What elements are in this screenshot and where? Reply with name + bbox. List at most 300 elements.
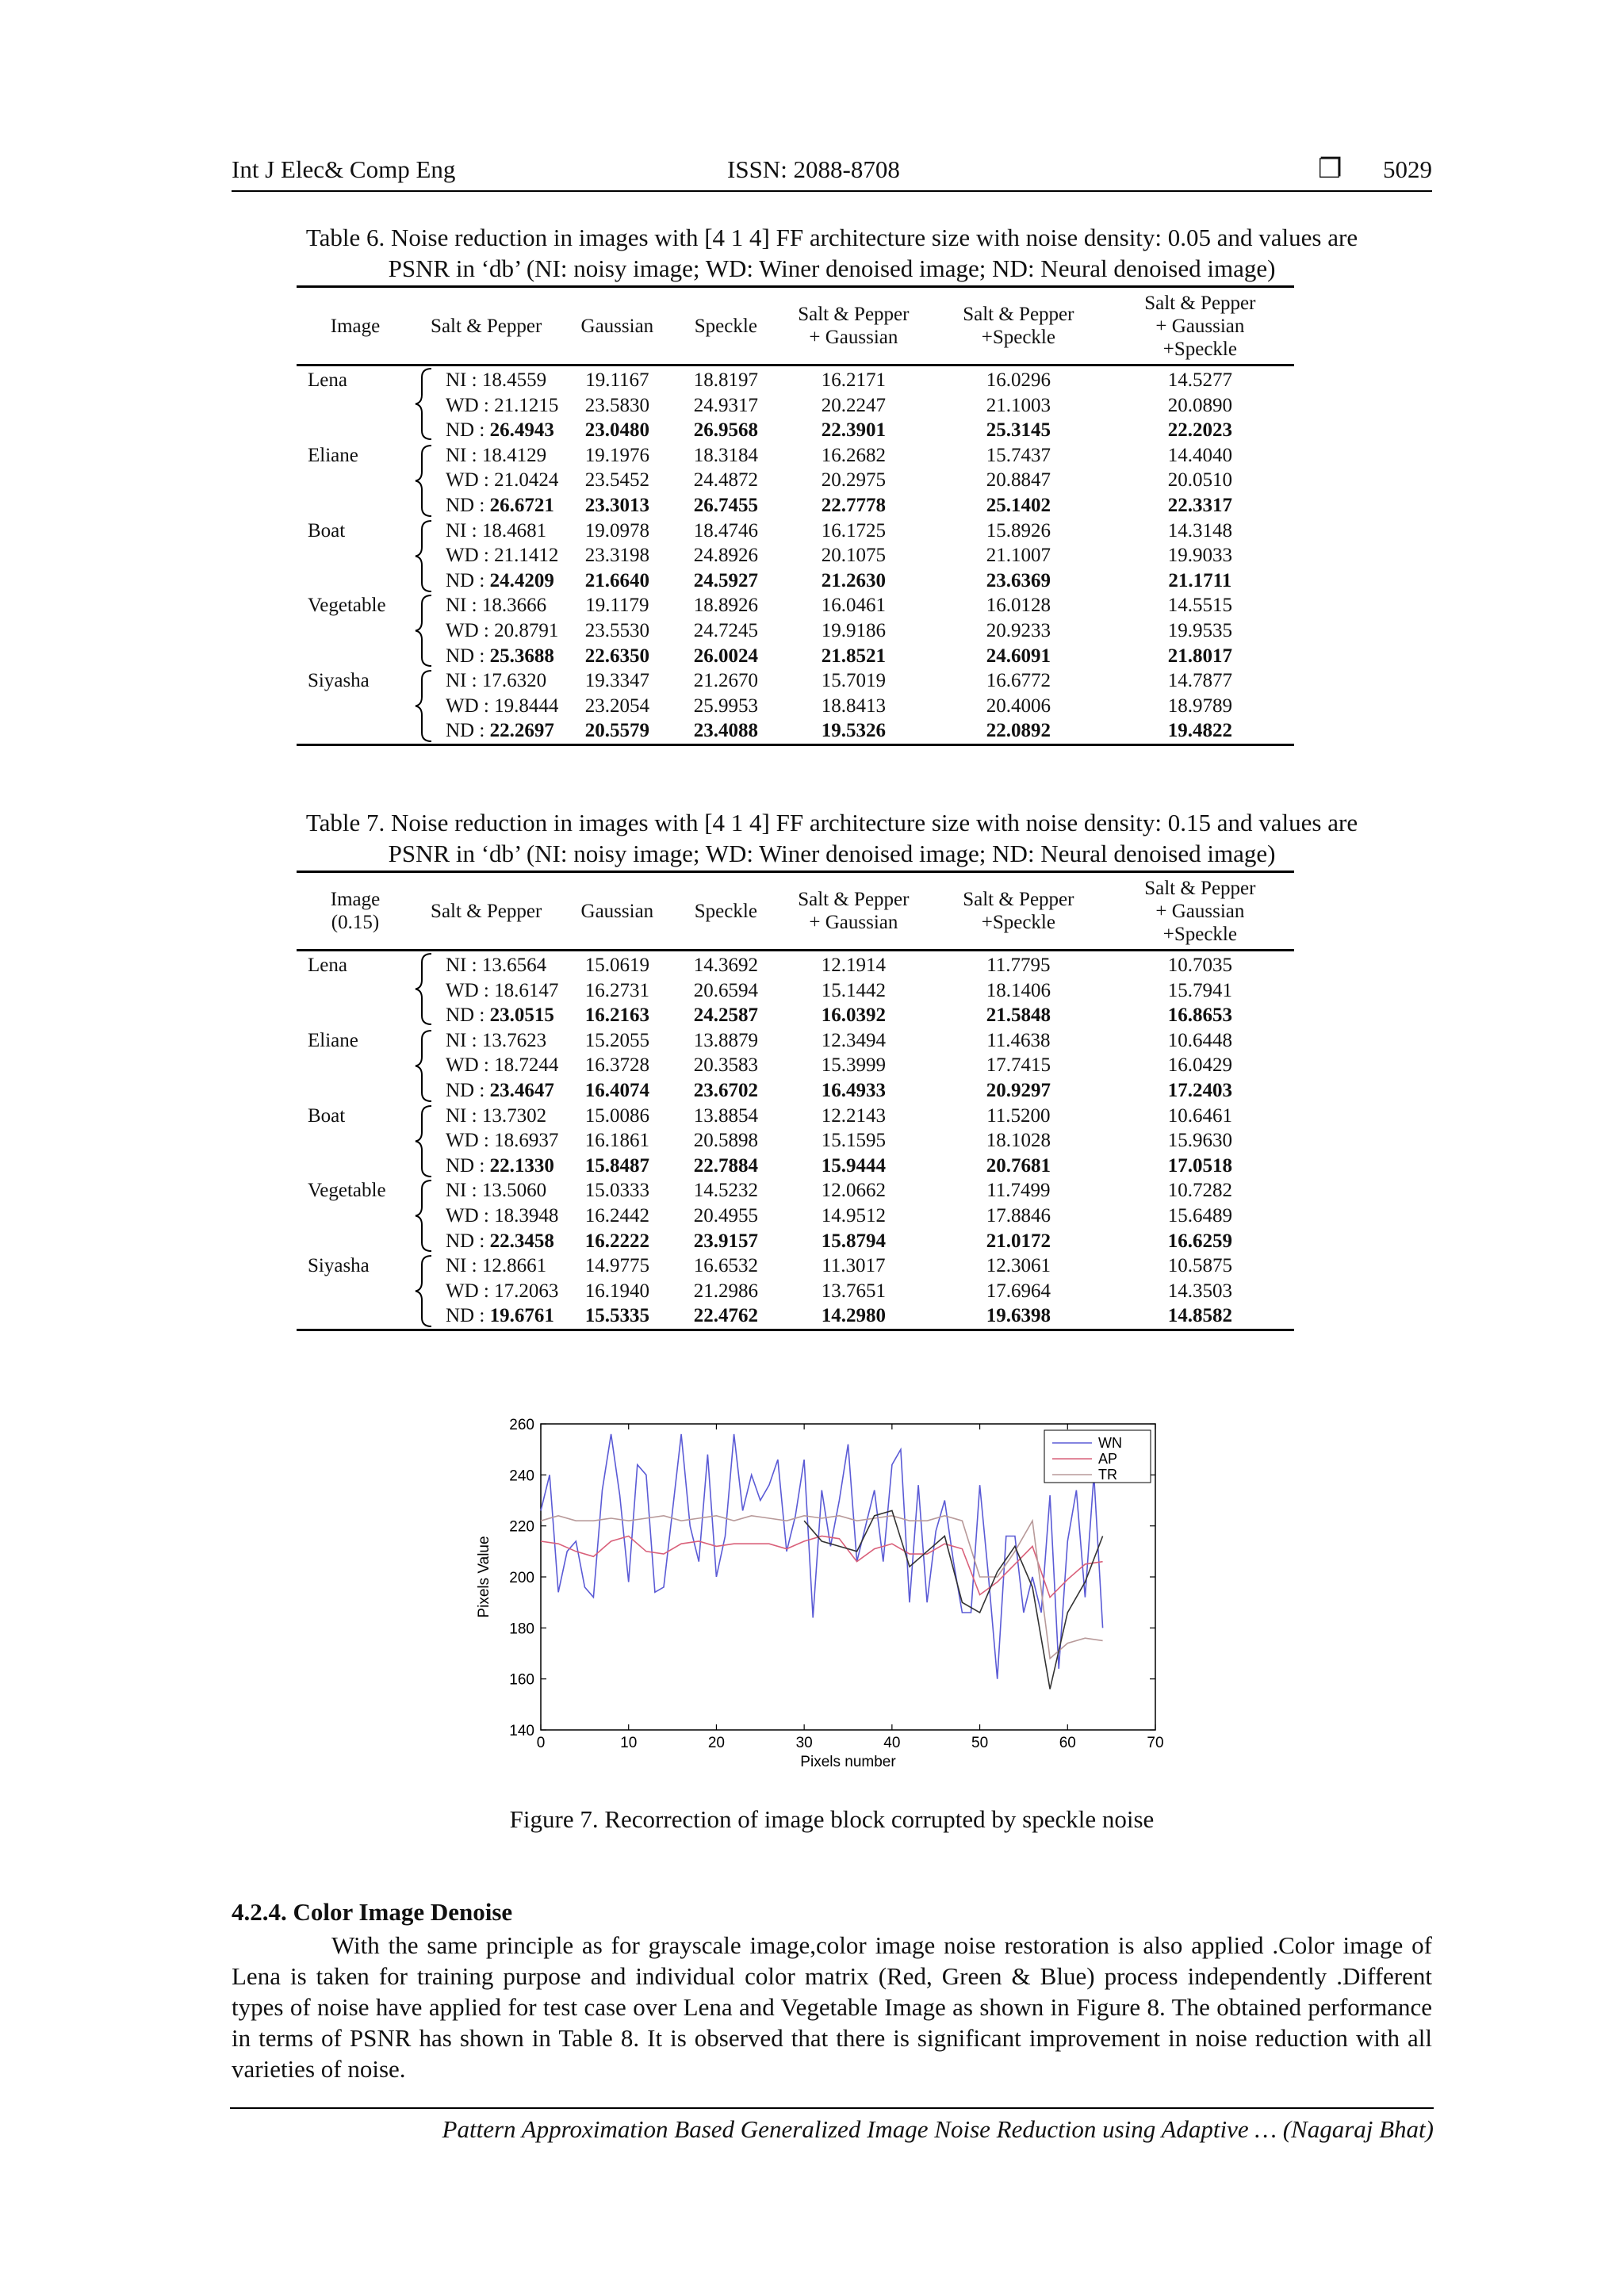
cell-value: 14.9512 <box>821 1204 886 1226</box>
row-label: WD : <box>446 545 489 567</box>
cell-value: 16.3728 <box>584 1054 649 1077</box>
page-box-icon: ❐ <box>1318 155 1342 184</box>
cell-value: 20.5579 <box>584 720 649 742</box>
cell-value: 19.9033 <box>1167 545 1232 567</box>
table-row <box>297 1104 1294 1129</box>
col-sp-gaussian: Salt & Pepper + Gaussian <box>798 889 910 933</box>
cell-value: 26.9568 <box>693 419 758 442</box>
cell-value: 16.6259 <box>1167 1230 1232 1252</box>
table-row <box>297 1154 1294 1179</box>
cell-value: 22.7884 <box>693 1154 758 1177</box>
cell-value: 20.9233 <box>986 619 1051 641</box>
cell-value: 20.4955 <box>693 1204 758 1226</box>
salt-pepper-cell <box>414 668 558 694</box>
col-image: Image (0.15) <box>330 889 381 933</box>
cell-value: 20.8791 <box>494 619 559 641</box>
cell-value: 14.7877 <box>1167 670 1232 692</box>
cell-value: 19.9535 <box>1167 619 1232 641</box>
salt-pepper-cell <box>414 1154 558 1179</box>
cell-value: 12.3494 <box>821 1029 886 1051</box>
image-name: Lena <box>308 369 347 391</box>
cell-value: 24.6091 <box>986 645 1051 667</box>
cell-value: 24.4872 <box>693 469 758 492</box>
salt-pepper-cell <box>414 393 558 419</box>
row-label: ND : <box>446 645 485 667</box>
col-speckle: Speckle <box>694 315 757 337</box>
table6-grid <box>297 285 1294 746</box>
cell-value: 20.3583 <box>693 1054 758 1077</box>
figure7-chart <box>460 1403 1174 1776</box>
col-sp-speckle: Salt & Pepper +Speckle <box>963 304 1074 348</box>
cell-value: 10.5875 <box>1167 1255 1232 1277</box>
col-sp-gaussian-speckle: Salt & Pepper + Gaussian +Speckle <box>1144 877 1256 945</box>
cell-value: 20.0890 <box>1167 394 1232 416</box>
cell-value: 21.6640 <box>584 569 649 591</box>
salt-pepper-cell <box>414 519 558 544</box>
table-row <box>297 365 1294 393</box>
cell-value: 15.9630 <box>1167 1130 1232 1152</box>
cell-value: 18.8413 <box>821 695 886 717</box>
table-row <box>297 1253 1294 1279</box>
table-row <box>297 644 1294 669</box>
table-row <box>297 593 1294 618</box>
cell-value: 15.7437 <box>986 444 1051 466</box>
cell-value: 18.6147 <box>494 979 559 1001</box>
cell-value: 22.0892 <box>986 720 1051 742</box>
cell-value: 13.7623 <box>481 1029 547 1051</box>
row-label: NI : <box>446 519 477 541</box>
cell-value: 25.9953 <box>693 695 758 717</box>
salt-pepper-cell <box>414 1203 558 1229</box>
cell-value: 14.4040 <box>1167 444 1232 466</box>
table-row <box>297 1303 1294 1330</box>
x-tick-label: 60 <box>1059 1735 1076 1751</box>
cell-value: 10.7282 <box>1167 1180 1232 1202</box>
cell-value: 16.4074 <box>584 1079 649 1101</box>
col-gaussian: Gaussian <box>580 900 654 922</box>
cell-value: 21.8017 <box>1167 645 1232 667</box>
cell-value: 15.3999 <box>821 1054 886 1077</box>
cell-value: 20.4006 <box>986 695 1051 717</box>
cell-value: 14.5515 <box>1167 595 1232 617</box>
cell-value: 11.7795 <box>986 955 1051 976</box>
cell-value: 23.4647 <box>489 1079 554 1101</box>
cell-value: 15.9444 <box>821 1154 886 1177</box>
cell-value: 18.3666 <box>481 595 547 617</box>
cell-value: 21.8521 <box>821 645 886 667</box>
legend-label: TR <box>1098 1467 1117 1483</box>
x-tick-label: 0 <box>536 1735 546 1751</box>
cell-value: 18.4681 <box>481 519 547 541</box>
cell-value: 15.1595 <box>821 1130 886 1152</box>
row-label: NI : <box>446 369 477 391</box>
cell-value: 15.8794 <box>821 1230 886 1252</box>
row-label: NI : <box>446 1029 477 1051</box>
table-row <box>297 1028 1294 1054</box>
cell-value: 16.0392 <box>821 1004 886 1027</box>
col-sp-speckle: Salt & Pepper +Speckle <box>963 889 1074 933</box>
cell-value: 19.4822 <box>1167 720 1232 742</box>
table7-caption: Table 7. Noise reduction in images with [4 1 4] FF architecture size with noise density: 0.15 and values are PSNR in ‘db’ (NI: noisy image; WD: Winer denoised image; ND: Neural denoised image) <box>305 809 1358 867</box>
cell-value: 25.3145 <box>986 419 1051 442</box>
cell-value: 12.3061 <box>986 1255 1051 1277</box>
col-salt-pepper: Salt & Pepper <box>431 315 542 337</box>
cell-value: 20.5898 <box>693 1130 758 1152</box>
salt-pepper-cell <box>414 418 558 443</box>
salt-pepper-cell <box>414 568 558 594</box>
y-tick-label: 240 <box>509 1468 534 1485</box>
cell-value: 17.2063 <box>494 1280 559 1302</box>
table-row <box>297 978 1294 1004</box>
cell-value: 16.0128 <box>986 595 1051 617</box>
salt-pepper-cell <box>414 543 558 568</box>
cell-value: 15.2055 <box>584 1029 649 1051</box>
cell-value: 19.3347 <box>584 670 649 692</box>
image-name: Vegetable <box>308 595 386 617</box>
cell-value: 17.7415 <box>986 1054 1051 1077</box>
cell-value: 18.3184 <box>693 444 758 466</box>
x-axis-label: Pixels number <box>800 1754 896 1770</box>
cell-value: 11.4638 <box>986 1029 1051 1051</box>
cell-value: 21.2670 <box>693 670 758 692</box>
col-sp-gaussian-speckle: Salt & Pepper + Gaussian +Speckle <box>1144 292 1256 360</box>
cell-value: 22.6350 <box>584 645 649 667</box>
cell-value: 26.7455 <box>693 494 758 516</box>
cell-value: 17.6964 <box>986 1280 1051 1302</box>
salt-pepper-cell <box>414 1128 558 1154</box>
cell-value: 14.3503 <box>1167 1280 1232 1302</box>
running-header <box>232 155 1432 192</box>
cell-value: 14.3692 <box>693 955 758 976</box>
table-row <box>297 519 1294 544</box>
cell-value: 26.6721 <box>489 494 554 516</box>
cell-value: 16.1940 <box>584 1280 649 1302</box>
cell-value: 20.2975 <box>821 469 886 492</box>
cell-value: 19.1976 <box>584 444 649 466</box>
cell-value: 22.7778 <box>821 494 886 516</box>
salt-pepper-cell <box>414 468 558 493</box>
cell-value: 15.7941 <box>1167 979 1232 1001</box>
issn: ISSN: 2088-8708 <box>727 155 900 183</box>
table7 <box>297 871 1294 1331</box>
image-name: Lena <box>308 955 347 976</box>
cell-value: 22.3317 <box>1167 494 1232 516</box>
table-row <box>297 951 1294 978</box>
cell-value: 23.2054 <box>584 695 649 717</box>
row-label: NI : <box>446 955 477 976</box>
y-axis-label: Pixels Value <box>476 1536 492 1618</box>
row-label: WD : <box>446 695 489 717</box>
cell-value: 13.6564 <box>481 955 547 976</box>
col-gaussian: Gaussian <box>580 315 654 337</box>
cell-value: 14.5232 <box>693 1180 758 1202</box>
salt-pepper-cell <box>414 644 558 669</box>
cell-value: 20.2247 <box>821 394 886 416</box>
cell-value: 11.3017 <box>822 1255 886 1277</box>
cell-value: 26.0024 <box>693 645 758 667</box>
cell-value: 23.0515 <box>489 1004 554 1027</box>
table-row <box>297 568 1294 594</box>
x-tick-label: 40 <box>883 1735 901 1751</box>
table-row <box>297 493 1294 519</box>
cell-value: 24.9317 <box>693 394 758 416</box>
cell-value: 25.3688 <box>489 645 554 667</box>
cell-value: 23.5830 <box>584 394 649 416</box>
cell-value: 24.5927 <box>693 569 758 591</box>
image-name: Boat <box>308 1104 346 1127</box>
cell-value: 20.1075 <box>821 545 886 567</box>
row-label: NI : <box>446 444 477 466</box>
cell-value: 16.6772 <box>986 670 1051 692</box>
cell-value: 13.7651 <box>821 1280 886 1302</box>
cell-value: 18.8197 <box>693 369 758 391</box>
x-tick-label: 30 <box>795 1735 813 1751</box>
col-salt-pepper: Salt & Pepper <box>431 900 542 922</box>
cell-value: 11.5200 <box>986 1104 1051 1127</box>
y-tick-label: 220 <box>509 1518 534 1536</box>
row-label: WD : <box>446 394 489 416</box>
figure7-caption: Figure 7. Recorrection of image block corrupted by speckle noise <box>509 1805 1155 1833</box>
cell-value: 10.7035 <box>1167 955 1232 976</box>
x-tick-label: 50 <box>971 1735 989 1751</box>
cell-value: 21.1007 <box>986 545 1051 567</box>
cell-value: 16.0461 <box>821 595 886 617</box>
cell-value: 20.8847 <box>986 469 1051 492</box>
cell-value: 15.0333 <box>584 1180 649 1202</box>
image-name: Eliane <box>308 444 358 466</box>
cell-value: 19.5326 <box>821 720 886 742</box>
table-row <box>297 1078 1294 1104</box>
cell-value: 16.4933 <box>821 1079 886 1101</box>
salt-pepper-cell <box>414 618 558 644</box>
cell-value: 15.8487 <box>584 1154 649 1177</box>
cell-value: 22.2023 <box>1167 419 1232 442</box>
cell-value: 18.4746 <box>693 519 758 541</box>
table6 <box>297 285 1294 746</box>
row-label: ND : <box>446 1305 485 1327</box>
row-label: NI : <box>446 1255 477 1277</box>
cell-value: 16.6532 <box>693 1255 758 1277</box>
table-row <box>297 1279 1294 1304</box>
y-tick-label: 180 <box>509 1621 534 1638</box>
series-line-wn <box>541 1434 1103 1679</box>
cell-value: 22.2697 <box>489 720 554 742</box>
cell-value: 25.1402 <box>986 494 1051 516</box>
row-label: ND : <box>446 494 485 516</box>
section-paragraph: With the same principle as for grayscale image,color image noise restoration is also applied .Color image of Lena is taken for training purpose and individual color matrix (Red, Green & Blue) process independently .Different types of noise have applied for test case over Lena and Vegetable Image as shown in Figure 8. The obtained performance in terms of PSNR has shown in Table 8. It is observed that there is significant improvement in noise reduction with all varieties of noise. <box>232 1931 1432 2083</box>
cell-value: 16.1861 <box>584 1130 649 1152</box>
salt-pepper-cell <box>414 1178 558 1203</box>
salt-pepper-cell <box>414 443 558 469</box>
table-row <box>297 694 1294 719</box>
row-label: NI : <box>446 670 477 692</box>
salt-pepper-cell <box>414 1003 558 1028</box>
cell-value: 19.8444 <box>494 695 559 717</box>
table-row <box>297 718 1294 744</box>
cell-value: 10.6461 <box>1167 1104 1232 1127</box>
row-label: ND : <box>446 569 485 591</box>
y-tick-label: 260 <box>509 1417 534 1433</box>
cell-value: 16.2442 <box>584 1204 649 1226</box>
cell-value: 13.7302 <box>481 1104 547 1127</box>
cell-value: 16.8653 <box>1167 1004 1232 1027</box>
row-label: ND : <box>446 1004 485 1027</box>
cell-value: 12.0662 <box>821 1180 886 1202</box>
salt-pepper-cell <box>414 1053 558 1078</box>
salt-pepper-cell <box>414 1078 558 1104</box>
salt-pepper-cell <box>414 1303 558 1330</box>
cell-value: 22.3458 <box>489 1230 554 1252</box>
row-label: WD : <box>446 619 489 641</box>
cell-value: 16.2222 <box>584 1230 649 1252</box>
table-row <box>297 393 1294 419</box>
row-label: WD : <box>446 1204 489 1226</box>
image-name: Vegetable <box>308 1180 386 1202</box>
cell-value: 17.8846 <box>986 1204 1051 1226</box>
journal-name: Int J Elec& Comp Eng <box>232 155 456 183</box>
header-row <box>297 287 1294 365</box>
salt-pepper-cell <box>414 1104 558 1129</box>
table-row <box>297 543 1294 568</box>
cell-value: 23.0480 <box>584 419 649 442</box>
col-sp-gaussian: Salt & Pepper + Gaussian <box>798 304 910 348</box>
row-label: NI : <box>446 595 477 617</box>
cell-value: 23.6702 <box>693 1079 758 1101</box>
cell-value: 11.7499 <box>986 1180 1051 1202</box>
cell-value: 20.0510 <box>1167 469 1232 492</box>
cell-value: 15.0619 <box>584 955 649 976</box>
cell-value: 12.2143 <box>821 1104 886 1127</box>
cell-value: 18.6937 <box>494 1130 559 1152</box>
table-row <box>297 1003 1294 1028</box>
cell-value: 20.7681 <box>986 1154 1051 1177</box>
cell-value: 24.8926 <box>693 545 758 567</box>
table6-caption: Table 6. Noise reduction in images with [4 1 4] FF architecture size with noise density: 0.05 and values are PSNR in ‘db’ (NI: noisy image; WD: Winer denoised image; ND: Neural denoised image) <box>305 224 1358 282</box>
row-label: ND : <box>446 720 485 742</box>
cell-value: 19.0978 <box>584 519 649 541</box>
cell-value: 16.0296 <box>986 369 1051 391</box>
cell-value: 19.6761 <box>489 1305 554 1327</box>
image-name: Siyasha <box>308 1255 370 1277</box>
section-heading: 4.2.4. Color Image Denoise <box>232 1898 513 1926</box>
cell-value: 17.2403 <box>1167 1079 1232 1101</box>
cell-value: 14.3148 <box>1167 519 1232 541</box>
x-tick-label: 10 <box>620 1735 638 1751</box>
cell-value: 15.0086 <box>584 1104 649 1127</box>
salt-pepper-cell <box>414 1229 558 1254</box>
cell-value: 13.8854 <box>693 1104 758 1127</box>
cell-value: 10.6448 <box>1167 1029 1232 1051</box>
page-number: 5029 <box>1383 155 1432 183</box>
cell-value: 19.6398 <box>986 1305 1051 1327</box>
cell-value: 14.9775 <box>584 1255 649 1277</box>
cell-value: 18.8926 <box>693 595 758 617</box>
table-row <box>297 1053 1294 1078</box>
cell-value: 23.5530 <box>584 619 649 641</box>
cell-value: 20.6594 <box>693 979 758 1001</box>
cell-value: 15.8926 <box>986 519 1051 541</box>
y-tick-label: 160 <box>509 1671 534 1689</box>
cell-value: 15.1442 <box>821 979 886 1001</box>
cell-value: 16.2731 <box>584 979 649 1001</box>
y-tick-label: 140 <box>509 1723 534 1739</box>
cell-value: 12.1914 <box>821 955 886 976</box>
cell-value: 20.9297 <box>986 1079 1051 1101</box>
cell-value: 19.1179 <box>585 595 649 617</box>
cell-value: 21.0424 <box>494 469 559 492</box>
legend-label: WN <box>1098 1435 1122 1451</box>
cell-value: 22.4762 <box>693 1305 758 1327</box>
cell-value: 21.0172 <box>986 1230 1051 1252</box>
col-speckle: Speckle <box>694 900 757 922</box>
cell-value: 16.1725 <box>821 519 886 541</box>
table-row <box>297 1229 1294 1254</box>
salt-pepper-cell <box>414 1028 558 1054</box>
salt-pepper-cell <box>414 1279 558 1304</box>
cell-value: 21.2986 <box>693 1280 758 1302</box>
table-row <box>297 418 1294 443</box>
table-row <box>297 1178 1294 1203</box>
cell-value: 24.2587 <box>693 1004 758 1027</box>
row-label: WD : <box>446 469 489 492</box>
x-tick-label: 70 <box>1147 1735 1164 1751</box>
cell-value: 13.5060 <box>481 1180 547 1202</box>
cell-value: 21.5848 <box>986 1004 1051 1027</box>
row-label: WD : <box>446 1054 489 1077</box>
y-tick-label: 200 <box>509 1570 534 1586</box>
cell-value: 19.1167 <box>585 369 649 391</box>
cell-value: 15.5335 <box>584 1305 649 1327</box>
cell-value: 19.9186 <box>821 619 886 641</box>
table-row <box>297 618 1294 644</box>
cell-value: 16.2682 <box>821 444 886 466</box>
table-row <box>297 668 1294 694</box>
cell-value: 24.7245 <box>693 619 758 641</box>
legend-label: AP <box>1098 1451 1118 1467</box>
table-row <box>297 1128 1294 1154</box>
cell-value: 23.6369 <box>986 569 1051 591</box>
cell-value: 14.2980 <box>821 1305 886 1327</box>
row-label: ND : <box>446 1154 485 1177</box>
row-label: NI : <box>446 1104 477 1127</box>
table-row <box>297 468 1294 493</box>
cell-value: 14.8582 <box>1167 1305 1232 1327</box>
x-tick-label: 20 <box>707 1735 725 1751</box>
cell-value: 18.3948 <box>494 1204 559 1226</box>
cell-value: 22.1330 <box>489 1154 554 1177</box>
cell-value: 24.4209 <box>489 569 554 591</box>
salt-pepper-cell <box>414 694 558 719</box>
cell-value: 13.8879 <box>693 1029 758 1051</box>
cell-value: 17.6320 <box>481 670 547 692</box>
cell-value: 21.1711 <box>1168 569 1232 591</box>
cell-value: 21.1215 <box>494 394 559 416</box>
cell-value: 26.4943 <box>489 419 554 442</box>
cell-value: 18.4559 <box>481 369 547 391</box>
image-name: Eliane <box>308 1029 358 1051</box>
cell-value: 21.1003 <box>986 394 1051 416</box>
row-label: NI : <box>446 1180 477 1202</box>
salt-pepper-cell <box>414 493 558 519</box>
salt-pepper-cell <box>414 978 558 1004</box>
cell-value: 21.2630 <box>821 569 886 591</box>
salt-pepper-cell <box>414 718 558 744</box>
cell-value: 18.9789 <box>1167 695 1232 717</box>
row-label: ND : <box>446 419 485 442</box>
salt-pepper-cell <box>414 365 558 393</box>
cell-value: 15.7019 <box>821 670 886 692</box>
row-label: WD : <box>446 1130 489 1152</box>
